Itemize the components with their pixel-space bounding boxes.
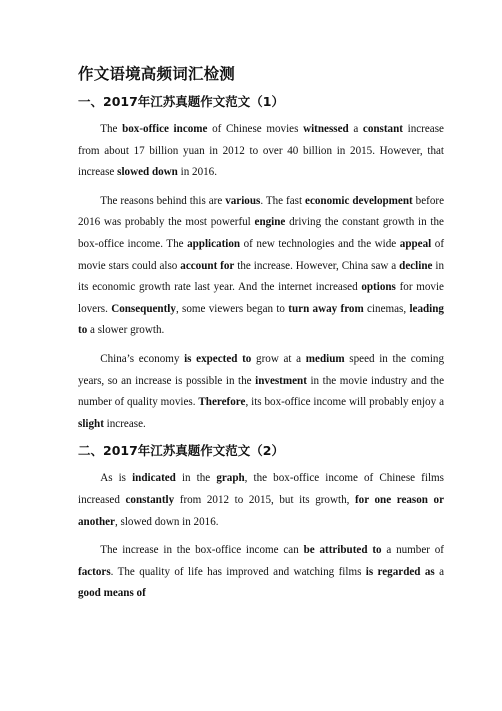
text-run: , its box-office income will probably enjoy a [245, 396, 444, 409]
highlighted-vocabulary: medium [305, 352, 345, 365]
text-run: , some viewers began to [175, 302, 289, 315]
section-heading: 二、2017年江苏真题作文范文（2） [78, 443, 284, 459]
text-run: grow at a [251, 352, 306, 365]
text-run: of movie stars could also [78, 237, 445, 272]
text-run: increase. [103, 417, 146, 430]
highlighted-vocabulary: account for [180, 259, 235, 272]
essay-paragraph [78, 468, 444, 533]
text-run: cinemas, [363, 302, 410, 315]
highlighted-vocabulary: decline [399, 259, 433, 272]
highlighted-vocabulary: factors [78, 565, 111, 578]
highlighted-vocabulary: is expected to [184, 352, 252, 365]
highlighted-vocabulary: engine [254, 216, 286, 229]
highlighted-vocabulary: is regarded as [365, 565, 435, 578]
essay-paragraph [78, 349, 444, 435]
highlighted-vocabulary: economic development [305, 194, 413, 207]
highlighted-vocabulary: Therefore [198, 396, 246, 409]
highlighted-vocabulary: various [225, 194, 261, 207]
highlighted-vocabulary: leading to [78, 302, 444, 337]
text-run: The increase in the box-office income can [100, 544, 304, 557]
highlighted-vocabulary: slight [78, 417, 104, 430]
text-run: . The fast [260, 194, 306, 207]
text-run: a [348, 123, 363, 135]
text-run: China’s economy [100, 352, 185, 365]
highlighted-vocabulary: for one reason or another [78, 493, 444, 528]
highlighted-vocabulary: constant [362, 123, 403, 135]
highlighted-vocabulary: turn away from [288, 302, 364, 315]
essay-paragraph [78, 191, 444, 342]
highlighted-vocabulary: appeal [399, 237, 432, 250]
text-run: of new technologies and the wide [240, 237, 400, 250]
highlighted-vocabulary: investment [255, 374, 307, 387]
highlighted-vocabulary: graph [216, 472, 245, 485]
text-run: a [434, 565, 444, 578]
text-run: increase from about 17 billion yuan in 2012 to over 40 billion in 2015. However, that increase [78, 123, 444, 179]
highlighted-vocabulary: slowed down [117, 166, 178, 179]
document-body [78, 93, 444, 605]
text-run: , the box-office income of Chinese films increased [78, 472, 444, 506]
text-run: for movie lovers. [78, 281, 444, 315]
highlighted-vocabulary: be attributed to [303, 544, 382, 557]
text-run: in its economic growth rate last year. And the internet increased [78, 259, 444, 294]
text-run: As is [100, 472, 133, 485]
text-run: of Chinese movies [207, 123, 304, 135]
highlighted-vocabulary: options [361, 281, 396, 294]
highlighted-vocabulary: witnessed [303, 123, 349, 135]
text-run: from 2012 to 2015, but its growth, [174, 493, 355, 506]
text-run: speed in the coming years, so an increase is possible in the [78, 352, 445, 387]
text-run: in the [175, 472, 217, 485]
highlighted-vocabulary: good means of [78, 587, 146, 600]
text-run: a number of [381, 544, 444, 557]
essay-paragraph [78, 119, 444, 184]
essay-paragraph [78, 540, 444, 605]
highlighted-vocabulary: application [187, 237, 241, 250]
text-run: a slower growth. [87, 324, 165, 337]
highlighted-vocabulary: box-office income [122, 123, 208, 135]
text-run: The [100, 123, 123, 135]
text-run: . The quality of life has improved and watching films [110, 565, 366, 578]
text-run: before 2016 was probably the most powerful [78, 194, 444, 229]
section-heading: 一、2017年江苏真题作文范文（1） [78, 94, 284, 109]
highlighted-vocabulary: constantly [125, 493, 175, 506]
document-title: 作文语境高频词汇检测 [78, 65, 236, 83]
text-run: the increase. However, China saw a [234, 259, 400, 272]
highlighted-vocabulary: indicated [132, 472, 176, 485]
text-run: in the movie industry and the number of quality movies. [78, 374, 444, 409]
text-run: The reasons behind this are [100, 194, 226, 207]
text-run: driving the constant growth in the box-office income. The [78, 216, 444, 250]
text-run: in 2016. [177, 166, 217, 179]
text-run: , slowed down in 2016. [114, 515, 219, 528]
highlighted-vocabulary: Consequently [111, 302, 176, 315]
